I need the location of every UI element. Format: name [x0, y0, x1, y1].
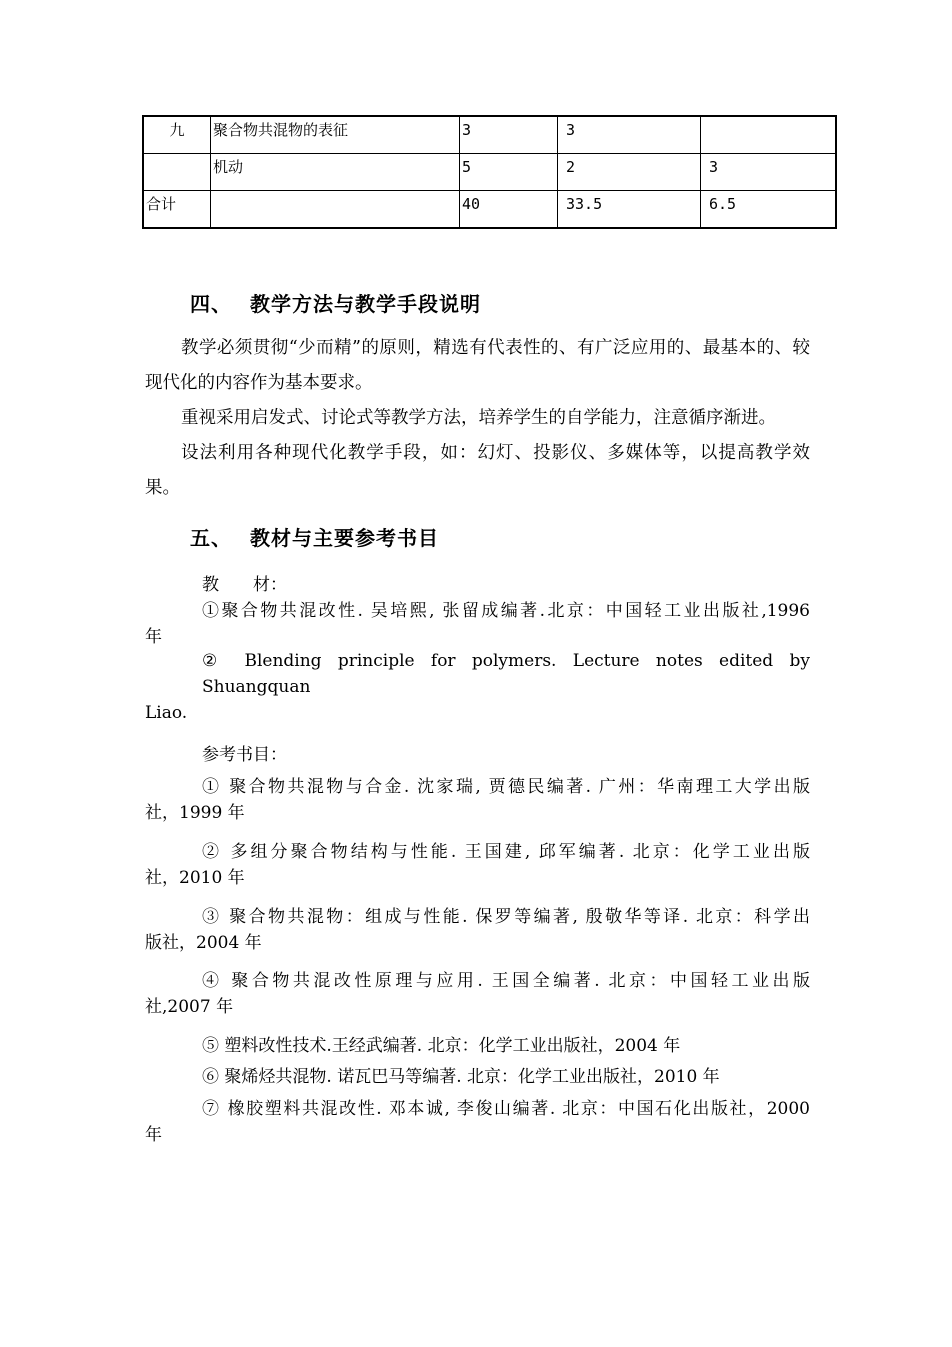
- section-title: 教学方法与教学手段说明: [250, 292, 481, 316]
- reference-entry: ⑦ 橡胶塑料共混改性. 邓本诚, 李俊山编著. 北京：中国石化出版社，2000 年: [145, 1099, 810, 1145]
- table-row: [143, 191, 836, 229]
- topic-cell: 机动: [211, 154, 460, 191]
- table-row: [143, 154, 836, 191]
- section-5-heading: [190, 522, 439, 551]
- lecture-hours-cell: 2: [558, 154, 701, 191]
- reference-entry: ① 聚合物共混物与合金. 沈家瑞, 贾德民编著. 广州：华南理工大学出版 社，1999 年: [145, 777, 810, 823]
- lecture-hours-cell: 3: [558, 116, 701, 154]
- section-number: 五、: [190, 526, 232, 550]
- total-hours-cell: 5: [460, 154, 558, 191]
- paragraph: 重视采用启发式、讨论式等教学方法，培养学生的自学能力，注意循序渐进。: [181, 408, 776, 428]
- chapter-number-cell: [143, 154, 211, 191]
- topic-cell: 聚合物共混物的表征: [211, 116, 460, 154]
- reference-entry: ② 多组分聚合物结构与性能. 王国建, 邱军编著. 北京：化学工业出版 社，2010 年: [145, 842, 810, 888]
- table-row: [143, 116, 836, 154]
- reference-entry: ⑤ 塑料改性技术.王经武编著. 北京：化学工业出版社，2004 年: [202, 1036, 681, 1056]
- reference-entry: ④ 聚合物共混改性原理与应用. 王国全编著. 北京：中国轻工业出版 社,2007 年: [145, 971, 810, 1017]
- section-title: 教材与主要参考书目: [250, 526, 439, 550]
- section-number: 四、: [190, 292, 232, 316]
- chapter-number-cell: 九: [143, 116, 211, 154]
- section-4-heading: [190, 288, 481, 317]
- total-label-cell: 合计: [143, 191, 211, 229]
- lab-hours-cell: [701, 116, 837, 154]
- paragraph: 设法利用各种现代化教学手段，如：幻灯、投影仪、多媒体等，以提高教学效果。: [145, 443, 810, 498]
- topic-cell: [211, 191, 460, 229]
- lab-hours-cell: 3: [701, 154, 837, 191]
- total-hours-cell: 3: [460, 116, 558, 154]
- textbook-label: 教 材：: [202, 575, 287, 595]
- course-hours-table: [142, 115, 837, 229]
- reference-entry: ③ 聚合物共混物：组成与性能. 保罗等编著, 殷敬华等译. 北京：科学出 版社，2004 年: [145, 907, 810, 953]
- reference-entry: ⑥ 聚烯烃共混物. 诺瓦巴马等编著. 北京：化学工业出版社，2010 年: [202, 1067, 720, 1087]
- textbook-entry: ①聚合物共混改性. 吴培熙, 张留成编著.北京：中国轻工业出版社,1996 年: [145, 601, 810, 647]
- lab-hours-cell: 6.5: [701, 191, 837, 229]
- reference-label: 参考书目：: [202, 745, 287, 765]
- total-hours-cell: 40: [460, 191, 558, 229]
- paragraph: 教学必须贯彻“少而精”的原则，精选有代表性的、有广泛应用的、最基本的、较现代化的内容作为基本要求。: [145, 338, 810, 393]
- lecture-hours-cell: 33.5: [558, 191, 701, 229]
- textbook-entry: ② Blending principle for polymers. Lecture notes edited by Shuangquan Liao.: [145, 651, 810, 723]
